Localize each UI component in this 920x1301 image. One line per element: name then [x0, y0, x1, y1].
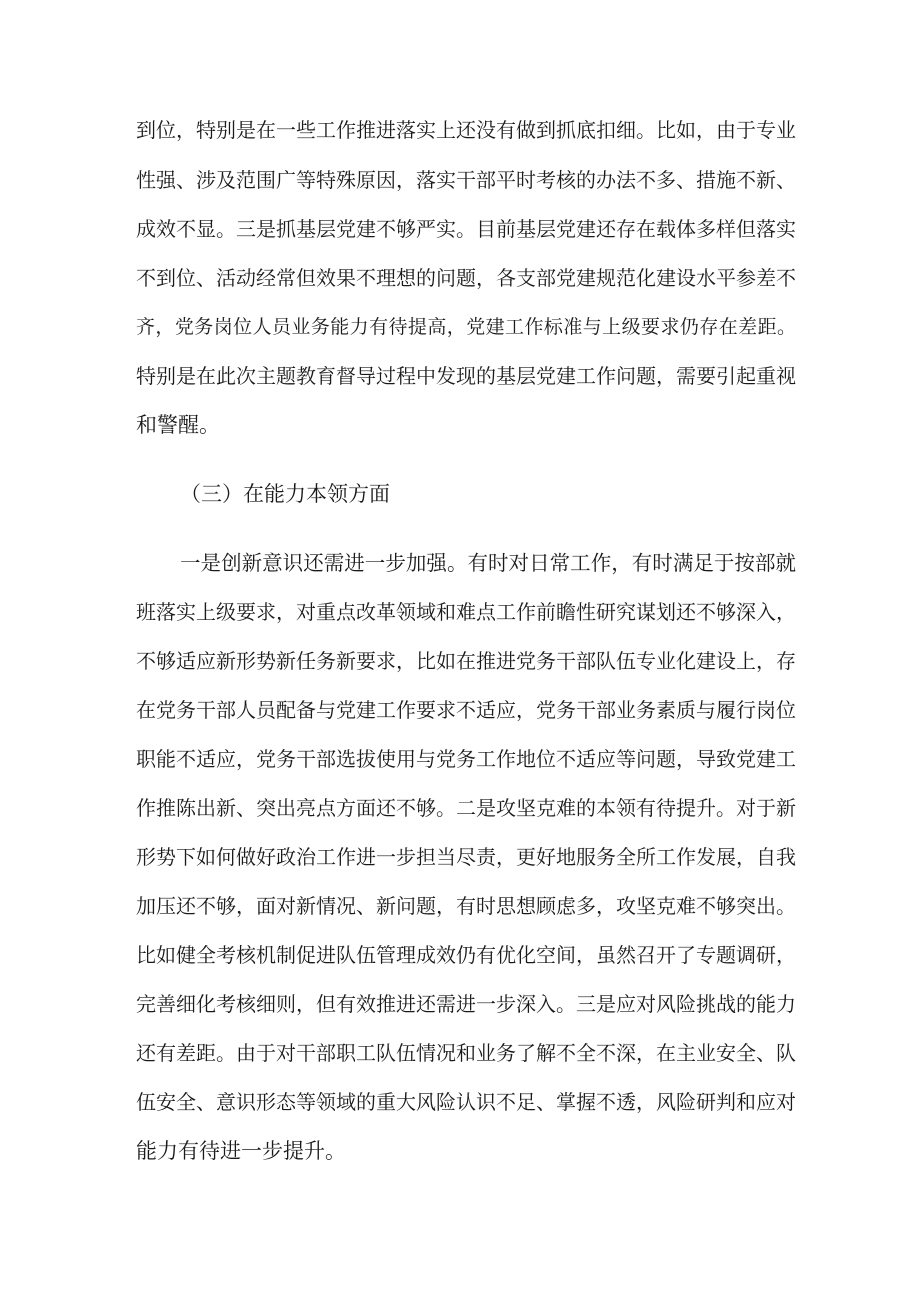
paragraph-line: 能力有待进一步提升。: [136, 1139, 346, 1163]
paragraph-line: 班落实上级要求，对重点改革领域和难点工作前瞻性研究谋划还不够深入，: [136, 600, 796, 624]
paragraph-line: 到位，特别是在一些工作推进落实上还没有做到抓底扣细。比如，由于专业: [136, 118, 796, 142]
paragraph-line: 齐，党务岗位人员业务能力有待提高，党建工作标准与上级要求仍存在差距。: [136, 316, 796, 338]
paragraph-line: 伍安全、意识形态等领域的重大风险认识不足、掌握不透，风险研判和应对: [136, 1090, 796, 1114]
paragraph-line: 特别是在此次主题教育督导过程中发现的基层党建工作问题，需要引起重视: [136, 364, 796, 388]
paragraph-line: 一是创新意识还需进一步加强。有时对日常工作，有时满足于按部就: [180, 551, 796, 575]
paragraph-line: 性强、涉及范围广等特殊原因，落实干部平时考核的办法不多、措施不新、: [136, 168, 796, 192]
section-heading: （三）在能力本领方面: [180, 482, 390, 506]
paragraph-line: 比如健全考核机制促进队伍管理成效仍有优化空间，虽然召开了专题调研，: [136, 943, 796, 967]
paragraph-line: 不到位、活动经常但效果不理想的问题，各支部党建规范化建设水平参差不: [136, 266, 796, 290]
paragraph-line: 还有差距。由于对干部职工队伍情况和业务了解不全不深，在主业安全、队: [136, 1041, 796, 1065]
paragraph-line: 不够适应新形势新任务新要求，比如在推进党务干部队伍专业化建设上，存: [136, 649, 796, 673]
paragraph-line: 和警醒。: [136, 413, 220, 437]
paragraph-line: 在党务干部人员配备与党建工作要求不适应，党务干部业务素质与履行岗位: [136, 698, 796, 722]
paragraph-line: 加压还不够，面对新情况、新问题，有时思想顾虑多，攻坚克难不够突出。: [136, 894, 796, 918]
paragraph-line: 形势下如何做好政治工作进一步担当尽责，更好地服务全所工作发展，自我: [136, 845, 796, 869]
paragraph-line: 成效不显。三是抓基层党建不够严实。目前基层党建还存在载体多样但落实: [136, 217, 796, 241]
paragraph-line: 完善细化考核细则，但有效推进还需进一步深入。三是应对风险挑战的能力: [136, 992, 796, 1016]
paragraph-line: 作推陈出新、突出亮点方面还不够。二是攻坚克难的本领有待提升。对于新: [136, 796, 796, 820]
paragraph-line: 职能不适应，党务干部选拔使用与党务工作地位不适应等问题，导致党建工: [136, 747, 796, 771]
